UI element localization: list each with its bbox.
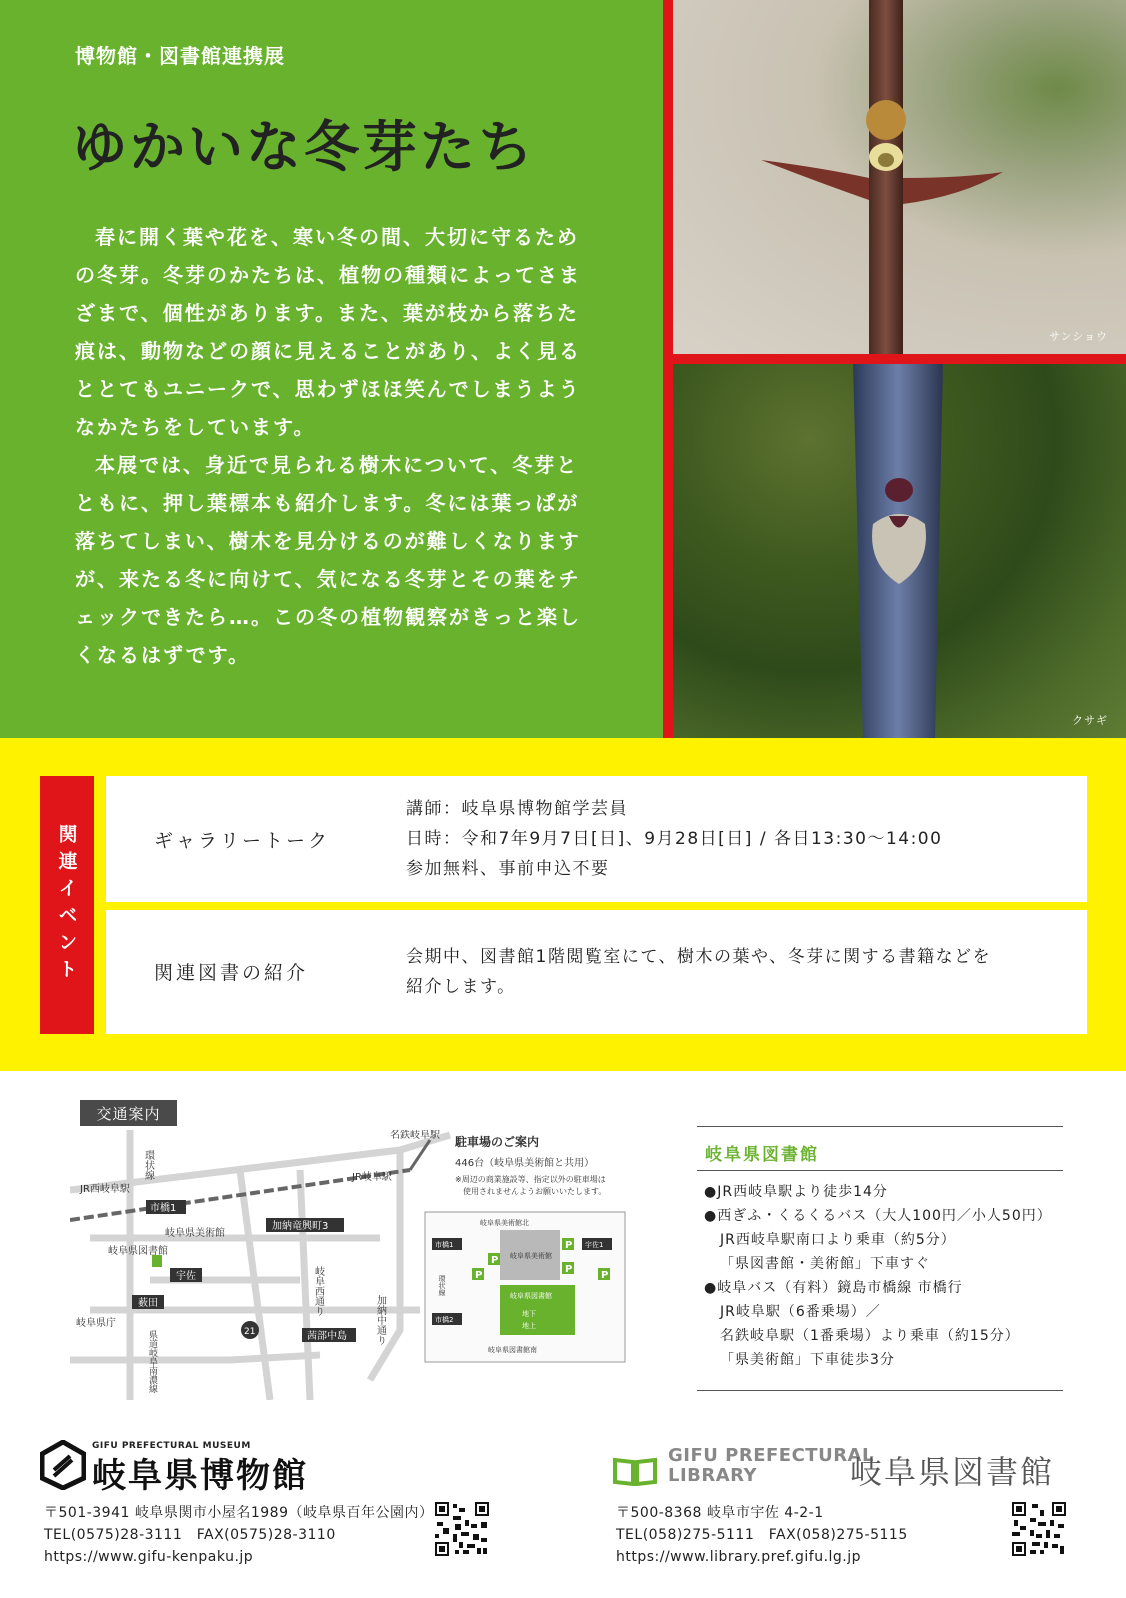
inset-label-lib: 岐阜県図書館 [510, 1292, 552, 1300]
photo-kusagi [673, 364, 1126, 738]
library-routes [704, 1180, 1052, 1372]
inset-label-bij: 岐阜県美術館 [510, 1252, 552, 1260]
photo-sansho [673, 0, 1126, 354]
event-book-intro [106, 910, 1087, 1034]
route-line: ●岐阜バス（有料）鏡島市橋線 市橋行 [704, 1280, 963, 1296]
library-name-en: GIFU PREFECTURAL LIBRARY [668, 1445, 874, 1486]
event-details [406, 942, 991, 1002]
route-line: 「県図書館・美術館」下車すぐ [720, 1256, 930, 1272]
inset-label-kanjo: 環状線 [438, 1275, 446, 1296]
map-label-kencho: 岐阜県庁 [76, 1318, 116, 1329]
museum-logo-icon [40, 1440, 86, 1490]
book-logo-icon [612, 1454, 658, 1486]
route-line: JR岐阜駅（6番乗場）／ [720, 1304, 881, 1320]
map-label-kano-naka: 加納中通り [374, 1295, 386, 1345]
map-label-kanjo: 環状線 [142, 1150, 154, 1180]
map-label-route21: 21 [244, 1327, 256, 1337]
inset-label-ichihashi1: 市橋1 [435, 1241, 454, 1249]
map-label-parking-count: 446台（岐阜県美術館と共用） [455, 1158, 595, 1169]
intro-panel [0, 0, 663, 738]
museum-address: 〒501-3941 岐阜県関市小屋名1989（岐阜県百年公園内） [44, 1505, 434, 1521]
library-contact [616, 1502, 908, 1568]
map-label-kano-ryuko: 加納竜興町3 [272, 1221, 329, 1232]
inset-label-usa1: 宇佐1 [585, 1241, 604, 1249]
inset-label-ground: 地上 [522, 1322, 536, 1330]
map-label-parking-note2: 使用されませんようお願いいたします。 [463, 1187, 607, 1196]
qr-code-icon [1010, 1500, 1068, 1558]
events-label: 関連イベント [40, 776, 94, 1034]
library-url[interactable]: https://www.library.pref.gifu.lg.jp [616, 1549, 862, 1565]
map-label-parking-note1: ※周辺の商業施設等、指定以外の駐車場は [455, 1175, 606, 1184]
map-label-usa: 宇佐 [176, 1271, 196, 1282]
map-label-gifu-nishi: 岐阜西通り [312, 1266, 324, 1316]
rule [697, 1126, 1063, 1127]
route-line: 名鉄岐阜駅（1番乗場）より乗車（約15分） [720, 1328, 1020, 1344]
museum-tel-fax: TEL(0575)28-3111 FAX(0575)28-3110 [44, 1527, 336, 1543]
event-name: 関連図書の紹介 [154, 962, 309, 984]
inset-label-lib-south: 岐阜県図書館南 [488, 1346, 537, 1354]
map-label-jr-gifu: JR岐阜駅 [352, 1172, 392, 1183]
exhibition-subtitle: 博物館・図書館連携展 [75, 44, 285, 68]
exhibition-title: ゆかいな冬芽たち [72, 115, 537, 179]
svg-text:P: P [475, 1270, 483, 1281]
route-line: JR西岐阜駅南口より乗車（約5分） [720, 1232, 956, 1248]
library-name-ja: 岐阜県図書館 [850, 1453, 1055, 1491]
rule [697, 1170, 1063, 1171]
svg-text:P: P [565, 1264, 573, 1275]
route-line: ●JR西岐阜駅より徒歩14分 [704, 1184, 888, 1200]
rule [697, 1390, 1063, 1391]
event-name: ギャラリートーク [154, 830, 331, 852]
inset-label-underground: 地下 [522, 1310, 536, 1318]
intro-paragraph-2: 本展では、身近で見られる樹木について、冬芽とともに、押し葉標本も紹介します。冬には葉っぱが落ちてしまい、樹木を見分けるのが難しくなりますが、来たる冬に向けて、気になる冬芽とその葉をチェックできたら…。この冬の植物観察がきっと楽しくなるはずです。 [75, 453, 581, 667]
event-line: 日時：令和7年9月7日[日]、9月28日[日] / 各日13:30〜14:00 [406, 829, 943, 849]
photo2-caption: クサギ [1072, 714, 1108, 727]
svg-text:P: P [491, 1255, 499, 1266]
map-label-minami-gifu: 県道岐阜南濃線 [147, 1330, 157, 1393]
event-line: 会期中、図書館1階閲覧室にて、樹木の葉や、冬芽に関する書籍などを [406, 947, 992, 967]
library-tel-fax: TEL(058)275-5111 FAX(058)275-5115 [616, 1527, 908, 1543]
map-label-library: 岐阜県図書館 [108, 1246, 168, 1257]
map-label-yabuta: 薮田 [138, 1298, 158, 1309]
map-label-bijutsukan: 岐阜県美術館 [165, 1228, 225, 1239]
map-label-akanabe: 茜部中島 [307, 1331, 347, 1342]
map-label-parking-title: 駐車場のご案内 [455, 1135, 540, 1149]
museum-name-ja: 岐阜県博物館 [92, 1456, 308, 1496]
library-access-title: 岐阜県図書館 [705, 1145, 819, 1165]
library-address: 〒500-8368 岐阜市宇佐 4-2-1 [616, 1505, 824, 1521]
museum-url[interactable]: https://www.gifu-kenpaku.jp [44, 1549, 254, 1565]
qr-code-icon [433, 1500, 491, 1558]
event-line: 紹介します。 [406, 977, 516, 997]
access-map [70, 1130, 650, 1400]
route-line: ●西ぎふ・くるくるバス（大人100円／小人50円） [704, 1208, 1052, 1224]
event-details [406, 794, 942, 884]
inset-label-ichihashi2: 市橋2 [435, 1316, 454, 1324]
photo1-caption: サンショウ [1049, 330, 1108, 343]
kusagi-branch-image [673, 364, 1126, 738]
map-label-meitetsu: 名鉄岐阜駅 [390, 1130, 440, 1141]
event-gallery-talk [106, 776, 1087, 902]
access-tag: 交通案内 [80, 1100, 177, 1126]
intro-paragraph-1: 春に開く葉や花を、寒い冬の間、大切に守るための冬芽。冬芽のかたちは、植物の種類によってさまざまで、個性があります。また、葉が枝から落ちた痕は、動物などの顔に見えることがあり、よく見るととてもユニークで、思わずほほ笑んでしまうようなかたちをしています。 [75, 225, 581, 439]
museum-name-en: GIFU PREFECTURAL MUSEUM [92, 1441, 251, 1451]
map-label-jr-nishi: JR西岐阜駅 [80, 1184, 130, 1195]
route-line: 「県美術館」下車徒歩3分 [720, 1352, 895, 1368]
sansho-branch-image [673, 0, 1126, 354]
museum-contact [44, 1502, 433, 1568]
inset-label-bij-north: 岐阜県美術館北 [480, 1219, 529, 1227]
map-label-ichihashi1: 市橋1 [150, 1203, 177, 1214]
svg-text:P: P [565, 1240, 573, 1251]
svg-text:P: P [601, 1270, 609, 1281]
event-line: 講師：岐阜県博物館学芸員 [406, 799, 628, 819]
event-line: 参加無料、事前申込不要 [406, 859, 610, 879]
intro-text [75, 218, 595, 674]
